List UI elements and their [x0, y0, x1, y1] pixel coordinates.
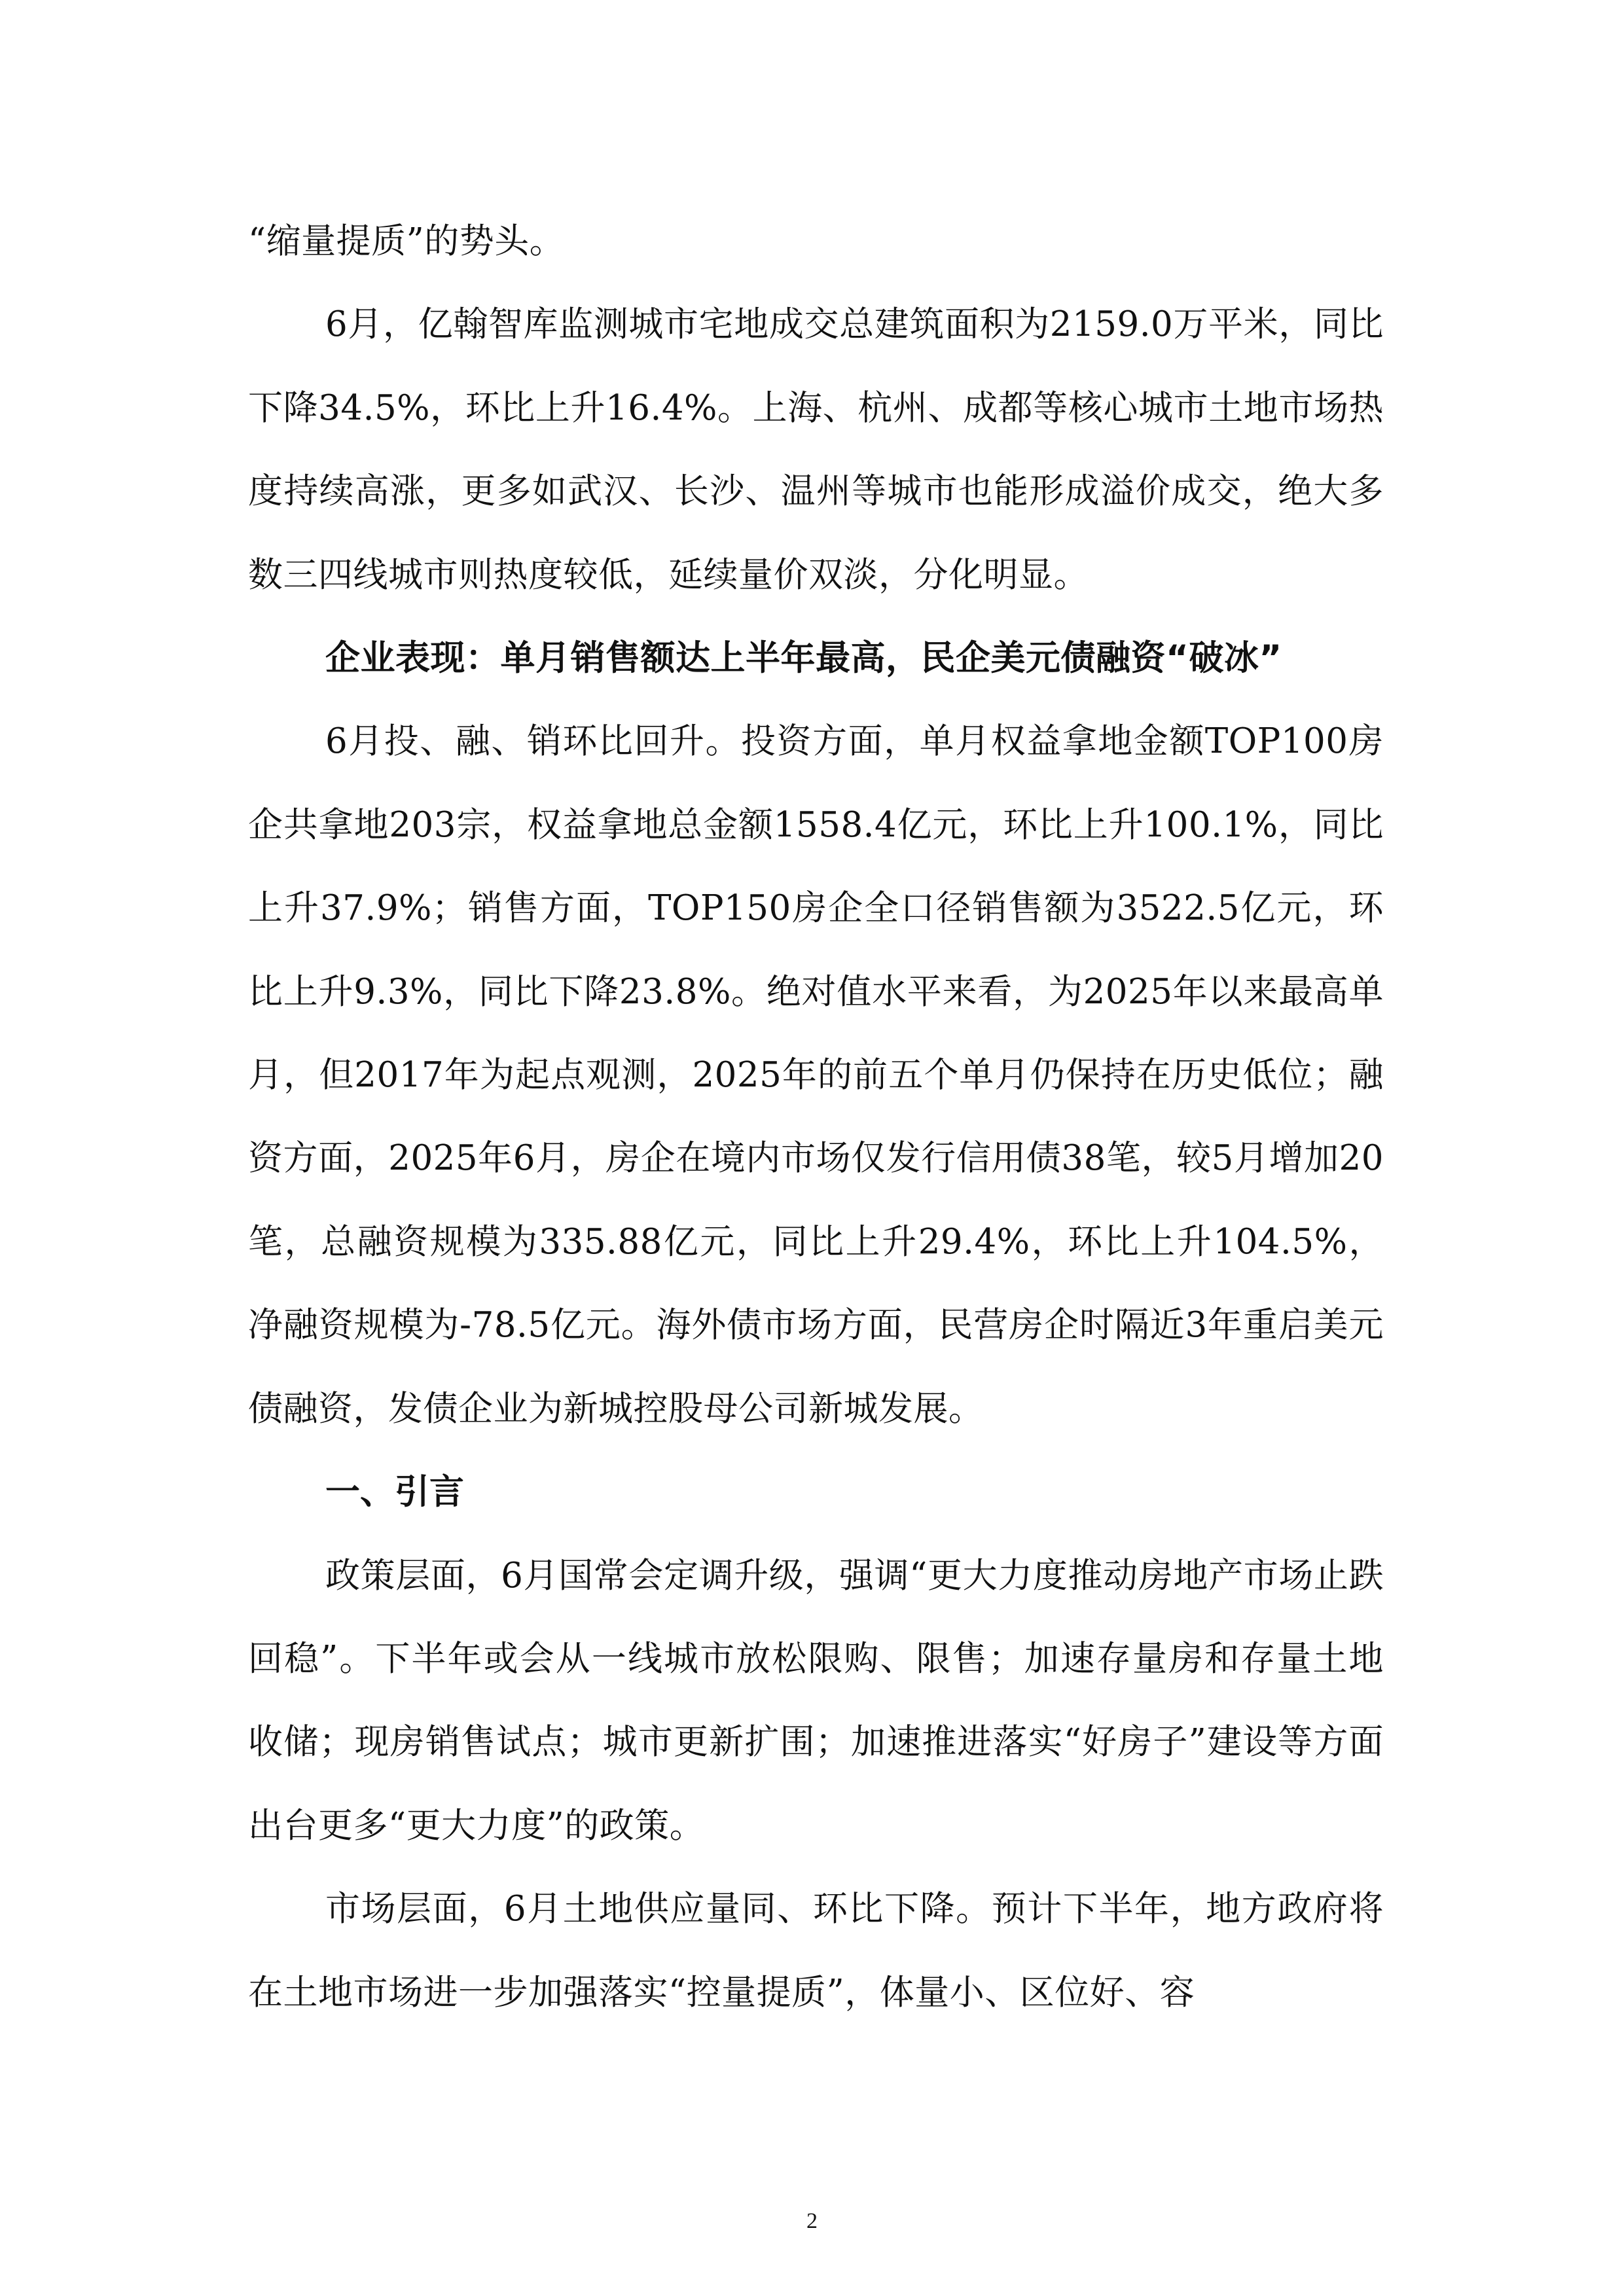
paragraph-continuation: “缩量提质”的势头。 — [248, 221, 565, 261]
document-body — [248, 200, 1384, 2034]
paragraph-land-transactions: 6月，亿翰智库监测城市宅地成交总建筑面积为2159.0万平米，同比下降34.5%，环比上升16.4%。上海、杭州、成都等核心城市土地市场热度持续高涨，更多如武汉、长沙、温州等城市也能形成溢价成交，绝大多数三四线城市则热度较低，延续量价双淡，分化明显。 — [248, 304, 1384, 595]
paragraph-market: 市场层面，6月土地供应量同、环比下降。预计下半年，地方政府将在土地市场进一步加强落实“控量提质”，体量小、区位好、容 — [248, 1889, 1384, 2013]
paragraph-enterprise-performance: 6月投、融、销环比回升。投资方面，单月权益拿地金额TOP100房企共拿地203宗，权益拿地总金额1558.4亿元，环比上升100.1%，同比上升37.9%；销售方面，TOP150房企全口径销售额为3522.5亿元，环比上升9.3%，同比下降23.8%。绝对值水平来看，为2025年以来最高单月，但2017年为起点观测，2025年的前五个单月仍保持在历史低位；融资方面，2025年6月，房企在境内市场仅发行信用债38笔，较5月增加20笔，总融资规模为335.88亿元，同比上升29.4%，环比上升104.5%，净融资规模为-78.5亿元。海外债市场方面，民营房企时隔近3年重启美元债融资，发债企业为新城控股母公司新城发展。 — [248, 721, 1384, 1429]
paragraph-policy: 政策层面，6月国常会定调升级，强调“更大力度推动房地产市场止跌回稳”。下半年或会从一线城市放松限购、限售；加速存量房和存量土地收储；现房销售试点；城市更新扩围；加速推进落实“好房子”建设等方面出台更多“更大力度”的政策。 — [248, 1555, 1384, 1846]
page-number: 2 — [806, 2209, 818, 2233]
section-subheading-enterprise: 企业表现：单月销售额达上半年最高，民企美元债融资“破冰” — [325, 638, 1282, 679]
section-heading-introduction: 一、引言 — [325, 1472, 464, 1513]
